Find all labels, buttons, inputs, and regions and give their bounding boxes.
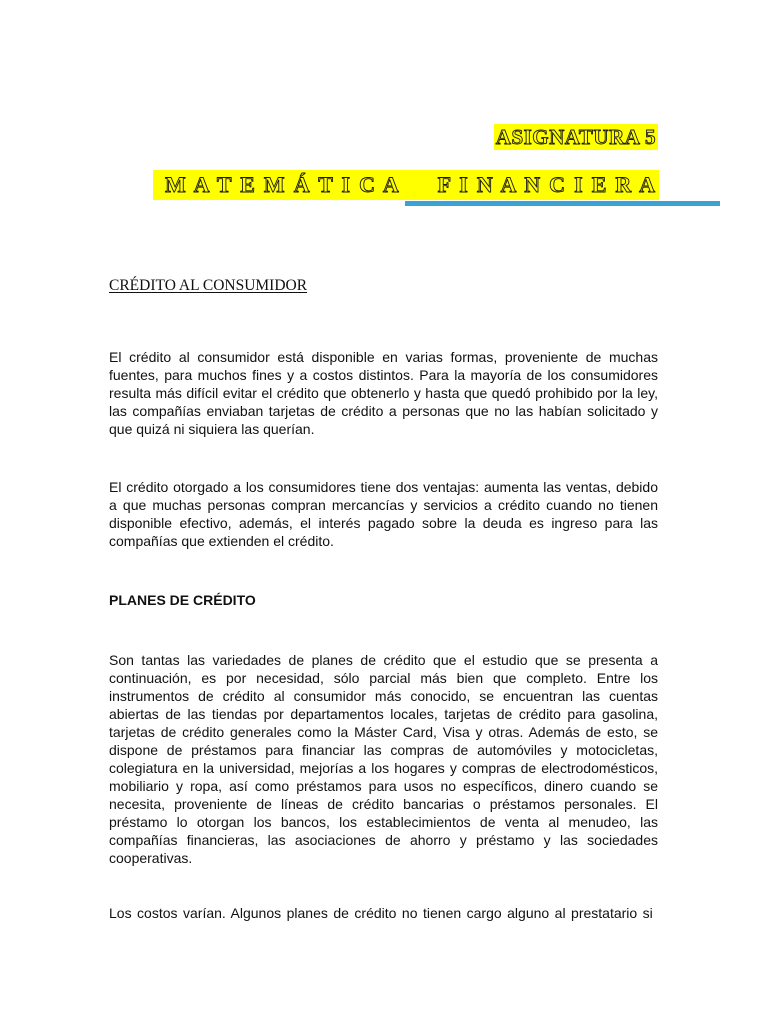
paragraph: El crédito al consumidor está disponible en varias formas, proveniente de muchas fuentes, para muchos fines y a costos distintos. Para la mayoría de los consumidores resulta más difícil evitar el crédito que obtenerlo y hasta que quedó prohibido por la ley, las compañías enviaban tarjetas de crédito a personas que no las habían solicitado y que quizá ni siquiera las querían. [109,349,658,437]
paragraph: El crédito otorgado a los consumidores tiene dos ventajas: aumenta las ventas, debido a que muchas personas compran mercancías y servicios a crédito cuando no tienen disponible efectivo, además, el interés pagado sobre la deuda es ingreso para las compañías que extienden el crédito. [109,479,658,549]
section-heading-credit: CRÉDITO AL CONSUMIDOR [109,277,308,294]
paragraph: Los costos varían. Algunos planes de crédito no tienen cargo alguno al prestatario si [109,905,653,921]
accent-rule [405,201,720,206]
section-heading-plans: PLANES DE CRÉDITO [109,592,256,608]
paragraph: Son tantas las variedades de planes de crédito que el estudio que se presenta a continuación, es por necesidad, sólo parcial más bien que completo. Entre los instrumentos de crédito al consumidor más conocido, se encuentran las cuentas abiertas de las tiendas por departamentos locales, tarjetas de crédito para gasolina, tarjetas de crédito generales como la Máster Card, Visa y otras. Además de esto, se dispone de préstamos para financiar las compras de automóviles y motocicletas, colegiatura en la universidad, mejorías a los hogares y compras de electrodomésticos, mobiliario y ropa, así como préstamos para usos no específicos, dinero cuando se necesita, proveniente de líneas de crédito bancarias o préstamos personales. El préstamo lo otorgan los bancos, los establecimientos de venta al menudeo, las compañías financieras, las asociaciones de ahorro y préstamo y las sociedades cooperativas. [109,652,658,866]
course-title: M A T E M Á T I C A F I N A N C I E R A [153,170,659,200]
subject-title: ASIGNATURA 5 [495,125,656,149]
